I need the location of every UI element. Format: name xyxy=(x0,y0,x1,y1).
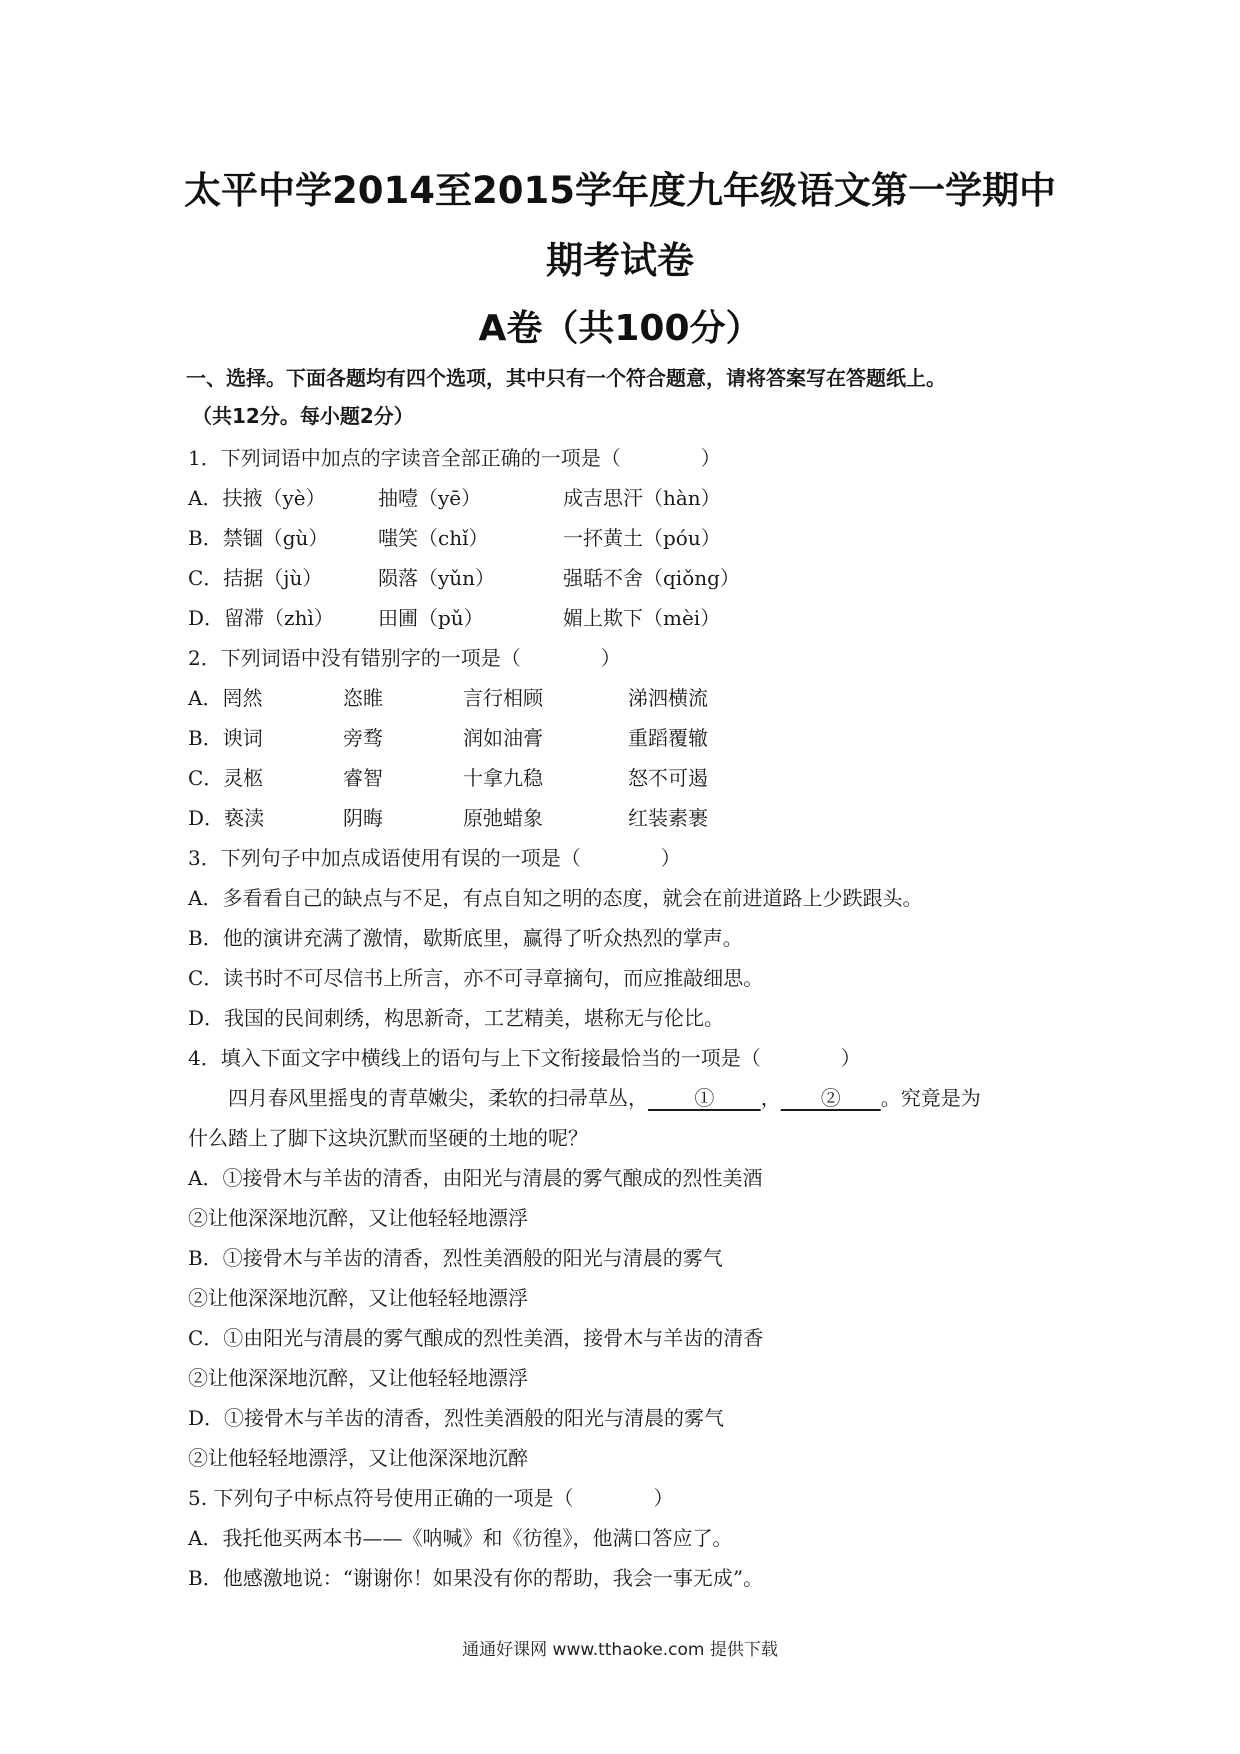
q4-option-d-line2: ②让他轻轻地漂浮，又让他深深地沉醉 xyxy=(188,1446,528,1470)
exam-title-line2: 期考试卷 xyxy=(546,239,694,282)
q1-c-word3: 强聒不舍（qiǒng） xyxy=(563,566,740,590)
q1-a-word1: A．扶掖（yè） xyxy=(188,486,326,510)
q3-option-d: D．我国的民间刺绣，构思新奇，工艺精美，堪称无与伦比。 xyxy=(188,1006,725,1030)
q1-a-word3: 成吉思汗（hàn） xyxy=(563,486,721,510)
q2-b-word1: B．谀词 xyxy=(188,726,263,750)
q2-a-word4: 涕泗横流 xyxy=(628,686,708,710)
q1-option-b xyxy=(188,525,721,551)
q2-d-word4: 红装素裹 xyxy=(628,806,708,830)
exam-title-line1: 太平中学2014至2015学年度九年级语文第一学期中 xyxy=(184,169,1056,212)
q2-c-word2: 睿智 xyxy=(343,766,383,790)
q4-passage-line2: 什么踏上了脚下这块沉默而坚硬的土地的呢？ xyxy=(188,1126,588,1150)
q1-option-c xyxy=(188,565,740,591)
q2-option-d xyxy=(188,805,708,831)
q2-a-word1: A．罔然 xyxy=(188,686,263,710)
q2-stem: 2．下列词语中没有错别字的一项是（ ） xyxy=(188,646,621,670)
q4-blank-1: ① xyxy=(648,1086,761,1110)
q2-c-word1: C．灵柩 xyxy=(188,766,264,790)
q4-option-d-line1: D．①接骨木与羊齿的清香，烈性美酒般的阳光与清晨的雾气 xyxy=(188,1406,725,1430)
q4-option-c-line2: ②让他深深地沉醉，又让他轻轻地漂浮 xyxy=(188,1366,528,1390)
q4-passage-line1 xyxy=(188,1085,981,1111)
q1-option-d xyxy=(188,605,720,631)
q1-a-word2: 抽噎（yē） xyxy=(378,486,482,510)
q3-option-b: B．他的演讲充满了激情，歇斯底里，赢得了听众热烈的掌声。 xyxy=(188,926,743,950)
q1-option-a xyxy=(188,485,721,511)
q2-d-word3: 原弛蜡象 xyxy=(463,806,543,830)
q2-d-word1: D．亵渎 xyxy=(188,806,265,830)
q2-a-word3: 言行相顾 xyxy=(463,686,543,710)
q3-stem: 3．下列句子中加点成语使用有误的一项是（ ） xyxy=(188,846,681,870)
q2-b-word2: 旁骛 xyxy=(343,726,383,750)
q1-stem: 1．下列词语中加点的字读音全部正确的一项是（ ） xyxy=(188,446,721,470)
q1-c-word1: C．拮据（jù） xyxy=(188,566,323,590)
q4-blank-2: ② xyxy=(780,1086,881,1110)
q2-b-word4: 重蹈覆辙 xyxy=(628,726,708,750)
q1-b-word3: 一抔黄土（póu） xyxy=(563,526,721,550)
page-footer: 通通好课网 www.tthaoke.com 提供下载 xyxy=(462,1640,778,1660)
q1-b-word2: 嗤笑（chǐ） xyxy=(378,526,489,550)
q2-option-a xyxy=(188,685,708,711)
q5-stem: 5. 下列句子中标点符号使用正确的一项是（ ） xyxy=(188,1486,674,1510)
q2-option-c xyxy=(188,765,708,791)
q2-c-word3: 十拿九稳 xyxy=(463,766,543,790)
q2-option-b xyxy=(188,725,708,751)
section1-instruction: 一、选择。下面各题均有四个选项，其中只有一个符合题意，请将答案写在答题纸上。 xyxy=(186,366,946,390)
q4-option-a-line1: A．①接骨木与羊齿的清香，由阳光与清晨的雾气酿成的烈性美酒 xyxy=(188,1166,763,1190)
paper-a-heading: A卷（共100分） xyxy=(478,308,762,349)
q4-passage-start: 四月春风里摇曳的青草嫩尖，柔软的扫帚草丛， xyxy=(188,1086,648,1110)
q4-stem: 4．填入下面文字中横线上的语句与上下文衔接最恰当的一项是（ ） xyxy=(188,1046,861,1070)
q5-option-b: B．他感激地说：“谢谢你！如果没有你的帮助，我会一事无成”。 xyxy=(188,1566,764,1590)
q1-d-word3: 媚上欺下（mèi） xyxy=(563,606,721,630)
q5-option-a: A．我托他买两本书——《呐喊》和《彷徨》，他满口答应了。 xyxy=(188,1526,733,1550)
q3-option-a: A．多看看自己的缺点与不足，有点自知之明的态度，就会在前进道路上少跌跟头。 xyxy=(188,886,923,910)
q4-comma: ， xyxy=(760,1086,781,1110)
q2-c-word4: 怒不可遏 xyxy=(628,766,708,790)
q1-d-word2: 田圃（pǔ） xyxy=(378,606,484,630)
q1-d-word1: D．留滞（zhì） xyxy=(188,606,334,630)
q2-d-word2: 阴晦 xyxy=(343,806,383,830)
q4-option-b-line1: B．①接骨木与羊齿的清香，烈性美酒般的阳光与清晨的雾气 xyxy=(188,1246,723,1270)
q3-option-c: C．读书时不可尽信书上所言，亦不可寻章摘句，而应推敲细思。 xyxy=(188,966,764,990)
q4-option-b-line2: ②让他深深地沉醉，又让他轻轻地漂浮 xyxy=(188,1286,528,1310)
section1-score: （共12分。每小题2分） xyxy=(192,404,414,428)
q1-c-word2: 陨落（yǔn） xyxy=(378,566,496,590)
q1-b-word1: B．禁锢（gù） xyxy=(188,526,329,550)
q2-b-word3: 润如油膏 xyxy=(463,726,543,750)
q4-passage-end: 。究竟是为 xyxy=(880,1086,981,1110)
q4-option-a-line2: ②让他深深地沉醉，又让他轻轻地漂浮 xyxy=(188,1206,528,1230)
q2-a-word2: 恣睢 xyxy=(343,686,383,710)
q4-option-c-line1: C．①由阳光与清晨的雾气酿成的烈性美酒，接骨木与羊齿的清香 xyxy=(188,1326,764,1350)
